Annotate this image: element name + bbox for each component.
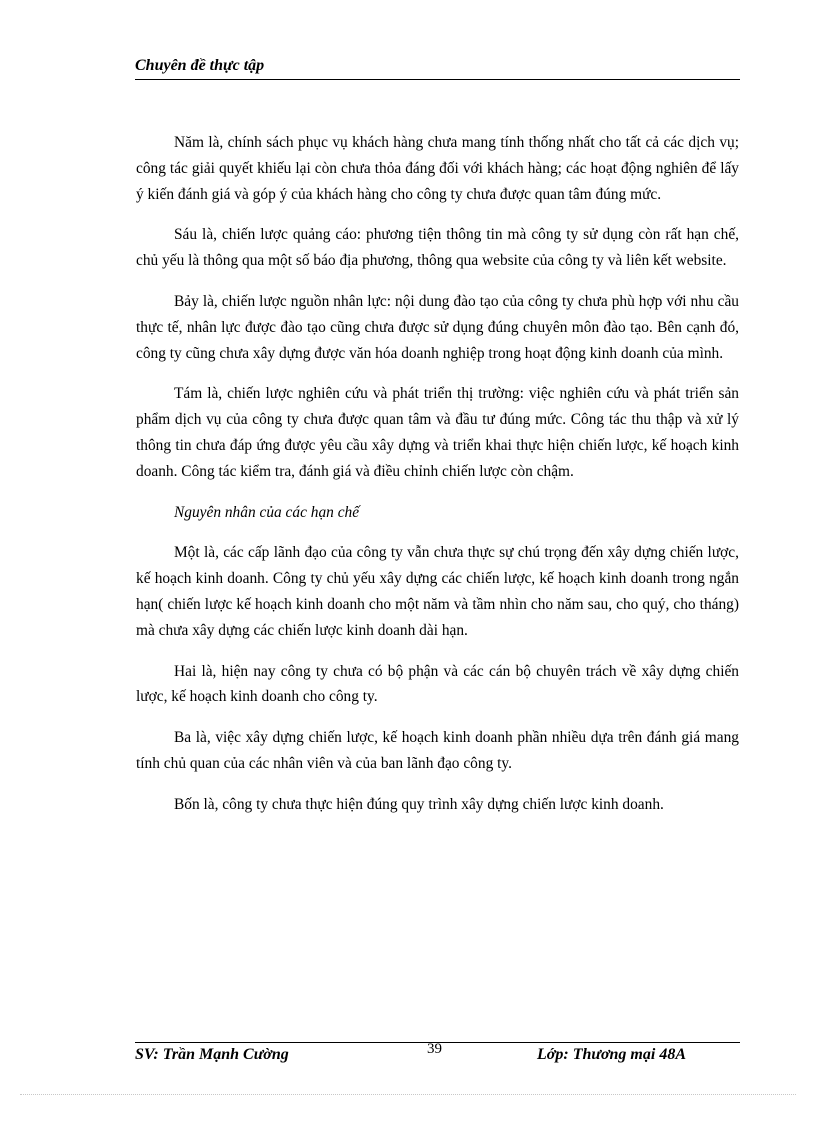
paragraph-hai-la: Hai là, hiện nay công ty chưa có bộ phận và các cán bộ chuyên trách về xây dựng chiến lược, kế hoạch kinh doanh cho công ty. (136, 662, 739, 706)
footer-class: Lớp: Thương mại 48A (537, 1046, 686, 1063)
paragraph-bay-la: Bảy là, chiến lược nguồn nhân lực: nội dung đào tạo của công ty chưa phù hợp với nhu cầu thực tế, nhân lực được đào tạo cũng chưa được sử dụng đúng chuyên môn đào tạo. Bên cạnh đó, công ty cũng chưa xây dựng được văn hóa doanh nghiệp trong hoạt động kinh doanh của mình. (136, 292, 739, 362)
header-title: Chuyên đề thực tập (135, 57, 265, 74)
paragraph-mot-la: Một là, các cấp lãnh đạo của công ty vẫn chưa thực sự chú trọng đến xây dựng chiến lược, kế hoạch kinh doanh. Công ty chủ yếu xây dựng các chiến lược, kế hoạch kinh doanh trong ngắn hạn( chiến lược kế hoạch kinh doanh cho một năm và tầm nhìn cho năm sau, cho quý, cho tháng) mà chưa xây dựng các chiến lược kinh doanh dài hạn. (136, 544, 739, 639)
paragraph-sau-la: Sáu là, chiến lược quảng cáo: phương tiện thông tin mà công ty sử dụng còn rất hạn chế, chủ yếu là thông qua một số báo địa phương, thông qua website của công ty và liên kết website. (136, 226, 739, 270)
paragraph-nam-la: Năm là, chính sách phục vụ khách hàng chưa mang tính thống nhất cho tất cả các dịch vụ; công tác giải quyết khiếu lại còn chưa thỏa đáng đối với khách hàng; các hoạt động nghiên để lấy ý kiến đánh giá và góp ý của khách hàng cho công ty chưa được quan tâm đúng mức. (136, 134, 739, 203)
page-bottom-divider (20, 1094, 796, 1095)
paragraph-bon-la: Bốn là, công ty chưa thực hiện đúng quy trình xây dựng chiến lược kinh doanh. (174, 795, 664, 813)
page-header (135, 57, 740, 80)
page-footer (135, 1042, 740, 1073)
section-subheading: Nguyên nhân của các hạn chế (174, 503, 360, 521)
page-number: 39 (427, 1041, 442, 1057)
paragraph-ba-la: Ba là, việc xây dựng chiến lược, kế hoạch kinh doanh phần nhiều dựa trên đánh giá mang tính chủ quan của các nhân viên và của ban lãnh đạo công ty. (136, 729, 739, 772)
paragraph-tam-la: Tám là, chiến lược nghiên cứu và phát triển thị trường: việc nghiên cứu và phát triển sản phẩm dịch vụ của công ty chưa được quan tâm và đầu tư đúng mức. Công tác thu thập và xử lý thông tin chưa đáp ứng được yêu cầu xây dựng và triển khai thực hiện chiến lược, kế hoạch kinh doanh. Công tác kiểm tra, đánh giá và điều chỉnh chiến lược còn chậm. (136, 385, 739, 480)
footer-student: SV: Trần Mạnh Cường (135, 1046, 289, 1063)
body-text (136, 130, 739, 833)
